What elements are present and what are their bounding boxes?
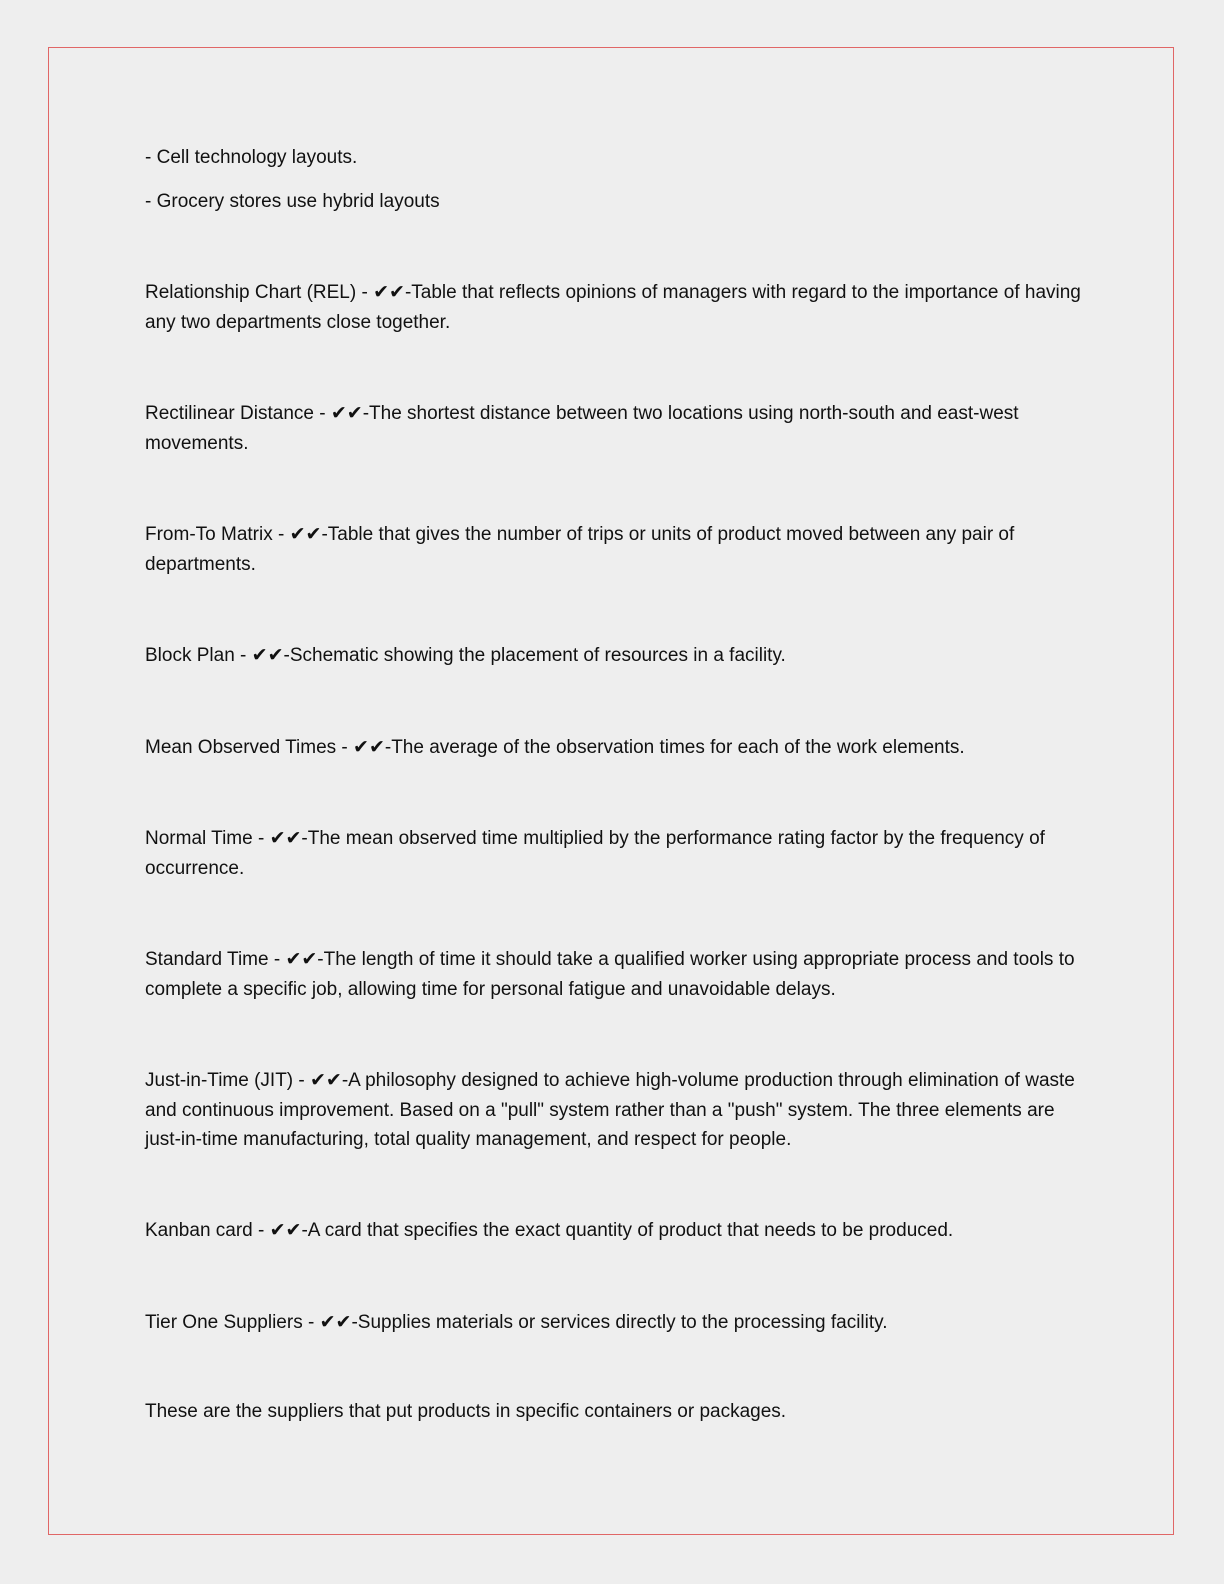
entry-definition: -The shortest distance between two locations using north-south and east-west movements.	[145, 403, 1019, 454]
entry-kanban-card	[145, 1216, 1095, 1246]
bullet-grocery-stores: - Grocery stores use hybrid layouts	[145, 191, 440, 212]
check-icon: ✔✔	[251, 644, 284, 666]
check-icon: ✔✔	[269, 1219, 302, 1241]
entry-definition: -Table that reflects opinions of managers with regard to the importance of having any two departments close together.	[145, 282, 1081, 333]
entry-normal-time	[145, 824, 1095, 883]
entry-from-to-matrix	[145, 520, 1095, 579]
check-icon: ✔✔	[319, 1311, 352, 1333]
entry-definition: -Supplies materials or services directly to the processing facility.	[351, 1312, 888, 1333]
check-icon: ✔✔	[310, 1069, 342, 1091]
bullet-cell-technology: - Cell technology layouts.	[145, 147, 358, 168]
check-icon: ✔✔	[373, 281, 405, 303]
check-icon: ✔✔	[269, 827, 302, 849]
entry-term: Relationship Chart (REL) -	[145, 282, 374, 303]
closing-paragraph: These are the suppliers that put products in specific containers or packages.	[145, 1401, 787, 1422]
entry-definition: -Table that gives the number of trips or units of product moved between any pair of departments.	[145, 524, 1015, 575]
entry-term: Normal Time -	[145, 828, 270, 849]
entry-definition: -A philosophy designed to achieve high-volume production through elimination of waste and continuous improvement. Based on a "pull" system rather than a "push" system. The three elements are just-in-time manufacturing, total quality management, and respect for people.	[145, 1070, 1075, 1150]
check-icon: ✔✔	[285, 948, 318, 970]
document-page	[48, 47, 1174, 1535]
entry-definition: -A card that specifies the exact quantity of product that needs to be produced.	[301, 1220, 954, 1241]
entry-definition: -The mean observed time multiplied by the performance rating factor by the frequency of occurrence.	[145, 828, 1045, 879]
entry-term: Standard Time -	[145, 949, 286, 970]
entry-term: Mean Observed Times -	[145, 737, 354, 758]
entry-term: Block Plan -	[145, 645, 252, 666]
entry-term: Just-in-Time (JIT) -	[145, 1070, 311, 1091]
entry-just-in-time	[145, 1066, 1095, 1155]
entry-term: Rectilinear Distance -	[145, 403, 331, 424]
entry-term: Kanban card -	[145, 1220, 270, 1241]
check-icon: ✔✔	[353, 736, 385, 758]
entry-definition: -The length of time it should take a qualified worker using appropriate process and tools to complete a specific job, allowing time for personal fatigue and unavoidable delays.	[145, 949, 1075, 1000]
entry-definition: -Schematic showing the placement of resources in a facility.	[283, 645, 786, 666]
entry-definition: -The average of the observation times for each of the work elements.	[384, 737, 965, 758]
entry-term: Tier One Suppliers -	[145, 1312, 320, 1333]
check-icon: ✔✔	[330, 402, 363, 424]
entry-term: From-To Matrix -	[145, 524, 290, 545]
entry-tier-one-suppliers	[145, 1308, 1095, 1338]
entry-block-plan	[145, 641, 1095, 671]
entry-standard-time	[145, 945, 1095, 1004]
entry-relationship-chart	[145, 278, 1095, 337]
check-icon: ✔✔	[289, 523, 322, 545]
entry-mean-observed-times	[145, 733, 1095, 763]
entry-rectilinear-distance	[145, 399, 1095, 458]
